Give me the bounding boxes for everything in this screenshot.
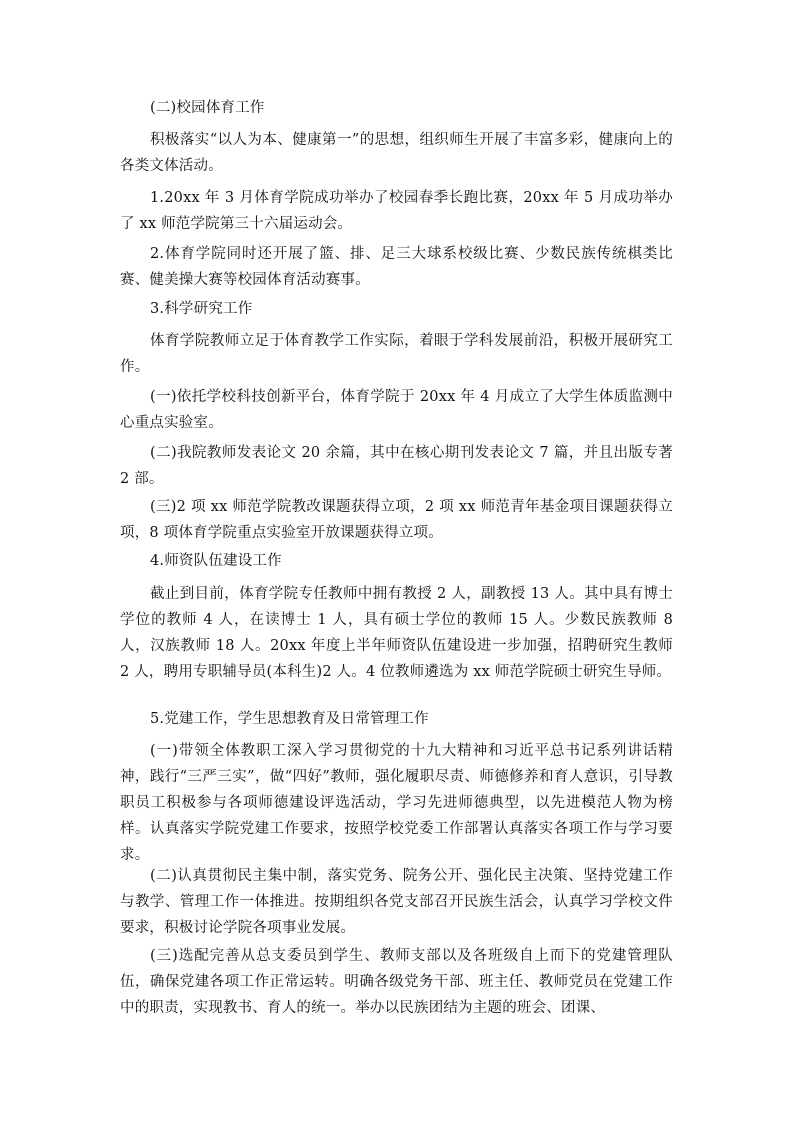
paragraph: (二)我院教师发表论文 20 余篇，其中在核心期刊发表论文 7 篇，并且出版专著 2 部。	[120, 445, 673, 487]
paragraph: (二)认真贯彻民主集中制，落实党务、院务公开、强化民主决策、坚持党建工作与教学、管理工作一体推进。按期组织各党支部召开民族生活会，认真学习学校文件要求，积极讨论学院各项事业发展。	[120, 868, 673, 936]
section-heading-party-building: 5.党建工作，学生思想教育及日常管理工作	[150, 711, 429, 727]
paragraph: 2.体育学院同时还开展了篮、排、足三大球系校级比赛、少数民族传统棋类比赛、健美操大赛等校园体育活动赛事。	[120, 246, 673, 288]
paragraph: 体育学院教师立足于体育教学工作实际，着眼于学科发展前沿，积极开展研究工作。	[120, 333, 673, 375]
paragraph: 截止到目前，体育学院专任教师中拥有教授 2 人，副教授 13 人。其中具有博士学位的教师 4 人，在读博士 1 人，具有硕士学位的教师 15 人。少数民族教师 8 人，汉族教师 18 人。20xx 年度上半年师资队伍建设进一步加强，招聘研究生教师 2 人，聘用专职辅导员(本科生)2 人。4 位教师遴选为 xx 师范学院硕士研究生导师。	[120, 586, 673, 680]
paragraph: 积极落实“以人为本、健康第一”的思想，组织师生开展了丰富多彩，健康向上的各类文体活动。	[120, 132, 673, 174]
paragraph: (一)带领全体教职工深入学习贯彻党的十九大精神和习近平总书记系列讲话精神，践行“三严三实”，做“四好”教师，强化履职尽责、师德修养和育人意识，引导教职员工积极参与各项师德建设评选活动，学习先进师德典型，以先进模范人物为榜样。认真落实学院党建工作要求，按照学校党委工作部署认真落实各项工作与学习要求。	[120, 743, 673, 863]
paragraph: (三)2 项 xx 师范学院教改课题获得立项，2 项 xx 师范青年基金项目课题获得立项，8 项体育学院重点实验室开放课题获得立项。	[120, 499, 673, 541]
paragraph: 1.20xx 年 3 月体育学院成功举办了校园春季长跑比赛，20xx 年 5 月成功举办了 xx 师范学院第三十六届运动会。	[120, 190, 673, 232]
section-heading-faculty: 4.师资队伍建设工作	[150, 553, 282, 569]
section-heading-campus-sports: (二)校园体育工作	[150, 100, 265, 116]
paragraph: (一)依托学校科技创新平台，体育学院于 20xx 年 4 月成立了大学生体质监测中心重点实验室。	[120, 389, 673, 431]
section-heading-research: 3.科学研究工作	[150, 301, 253, 317]
paragraph: (三)选配完善从总支委员到学生、教师支部以及各班级自上而下的党建管理队伍，确保党建各项工作正常运转。明确各级党务干部、班主任、教师党员在党建工作中的职责，实现教书、育人的统一。举办以民族团结为主题的班会、团课、	[120, 948, 673, 1016]
